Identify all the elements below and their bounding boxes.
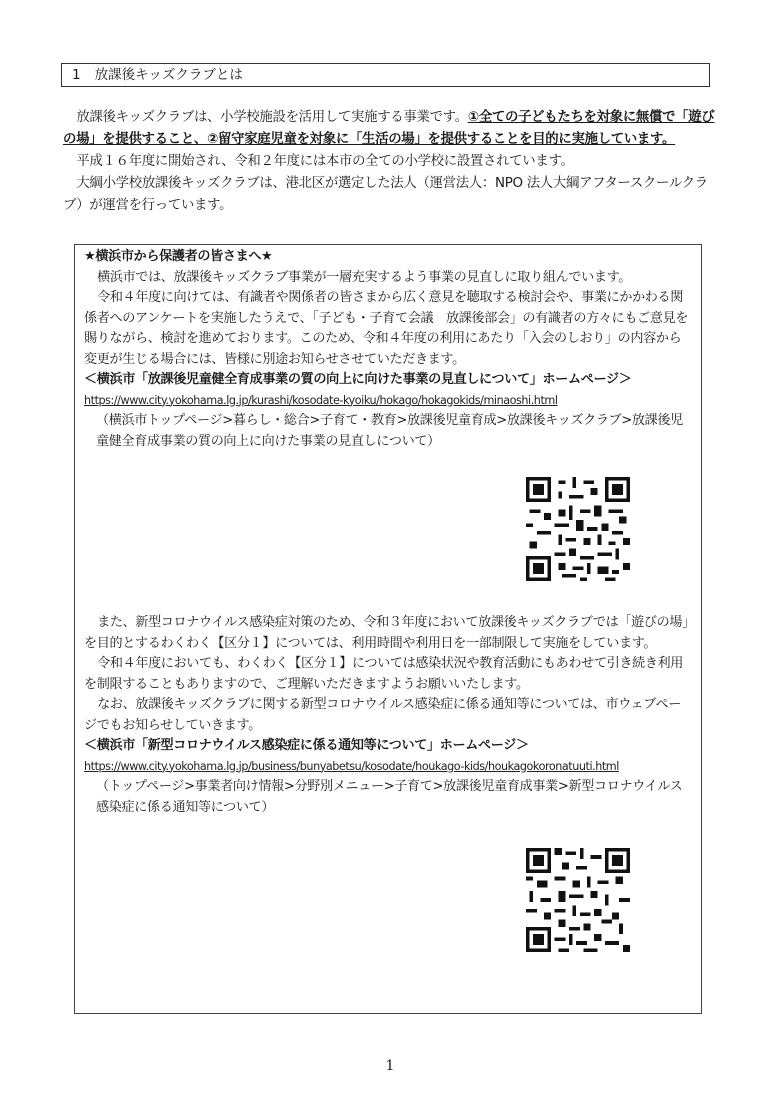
- link2-url[interactable]: https://www.city.yokohama.lg.jp/business/bunyabetsu/kosodate/houkago-kids/houkagokoronatuuti.html: [84, 759, 619, 773]
- section-number: 1: [72, 67, 81, 83]
- covid-notice: [84, 613, 692, 818]
- qr-code-2: [526, 848, 630, 952]
- qr-code-1: [526, 477, 630, 581]
- link1-heading: ＜横浜市「放課後児童健全育成事業の質の向上に向けた事業の見直しについて」ホームページ＞: [84, 372, 632, 387]
- notice-paragraph-2: 令和４年度に向けては、有識者や関係者の皆さまから広く意見を聴取する検討会や、事業にかかわる関係者へのアンケートを実施したうえで、「子ども・子育て会議 放課後部会」の有識者の方々にもご意見を賜りながら、検討を進めております。このため、令和４年度の利用にあたり「入会のしおり」の内容から変更が生じる場合には、皆様に別途お知らせさせていただきます。: [84, 290, 689, 367]
- notice-title: ★横浜市から保護者の皆さまへ★: [84, 249, 273, 264]
- section-header: [61, 63, 710, 87]
- link2-heading: ＜横浜市「新型コロナウイルス感染症に係る通知等について」ホームページ＞: [84, 738, 529, 753]
- intro-text: [63, 107, 715, 217]
- notice-paragraph-1: 横浜市では、放課後キッズクラブ事業が一層充実するよう事業の見直しに取り組んでいます。: [97, 269, 632, 285]
- link2-path: （トップページ>事業者向け情報>分野別メニュー>子育て>放課後児童育成事業>新型コロナウイルス感染症に係る通知等について）: [96, 779, 683, 815]
- intro-highlight: ①全ての子どもたちを対象に無償で「遊びの場」を提供すること、②留守家庭児童を対象に「生活の場」を提供することを目的に実施しています。: [63, 110, 715, 147]
- intro-paragraph-1: [63, 107, 715, 151]
- notice-paragraph-4: 令和４年度においても、わくわく【区分１】については感染状況や教育活動にもあわせて引き続き利用を制限することもありますので、ご理解いただきますようお願いいたします。: [84, 656, 684, 692]
- link1-url[interactable]: https://www.city.yokohama.lg.jp/kurashi/kosodate-kyoiku/hokago/hokagokids/minaoshi.html: [84, 393, 558, 407]
- link1-path: （横浜市トップページ>暮らし・総合>子育て・教育>放課後児童育成>放課後キッズクラブ>放課後児童健全育成事業の質の向上に向けた事業の見直しについて）: [96, 413, 683, 449]
- intro-lead: 放課後キッズクラブは、小学校施設を活用して実施する事業です。: [76, 110, 468, 125]
- notice-paragraph-3: また、新型コロナウイルス感染症対策のため、令和３年度において放課後キッズクラブでは「遊びの場」を目的とするわくわく【区分１】については、利用時間や利用日を一部制限して実施をしています。: [84, 615, 689, 651]
- intro-paragraph-2: 平成１６年度に開始され、令和２年度には本市の全ての小学校に設置されています。: [76, 154, 574, 169]
- section-title: 放課後キッズクラブとは: [94, 67, 243, 83]
- page-number: 1: [385, 1058, 395, 1074]
- notice-box: [74, 244, 702, 1014]
- notice-content: [84, 247, 692, 452]
- intro-paragraph-3: 大綱小学校放課後キッズクラブは、港北区が選定した法人（運営法人：NPO 法人大綱アフタースクールクラブ）が運営を行っています。: [63, 176, 708, 213]
- notice-paragraph-5: なお、放課後キッズクラブに関する新型コロナウイルス感染症に係る通知等については、市ウェブページでもお知らせしていきます。: [84, 697, 681, 733]
